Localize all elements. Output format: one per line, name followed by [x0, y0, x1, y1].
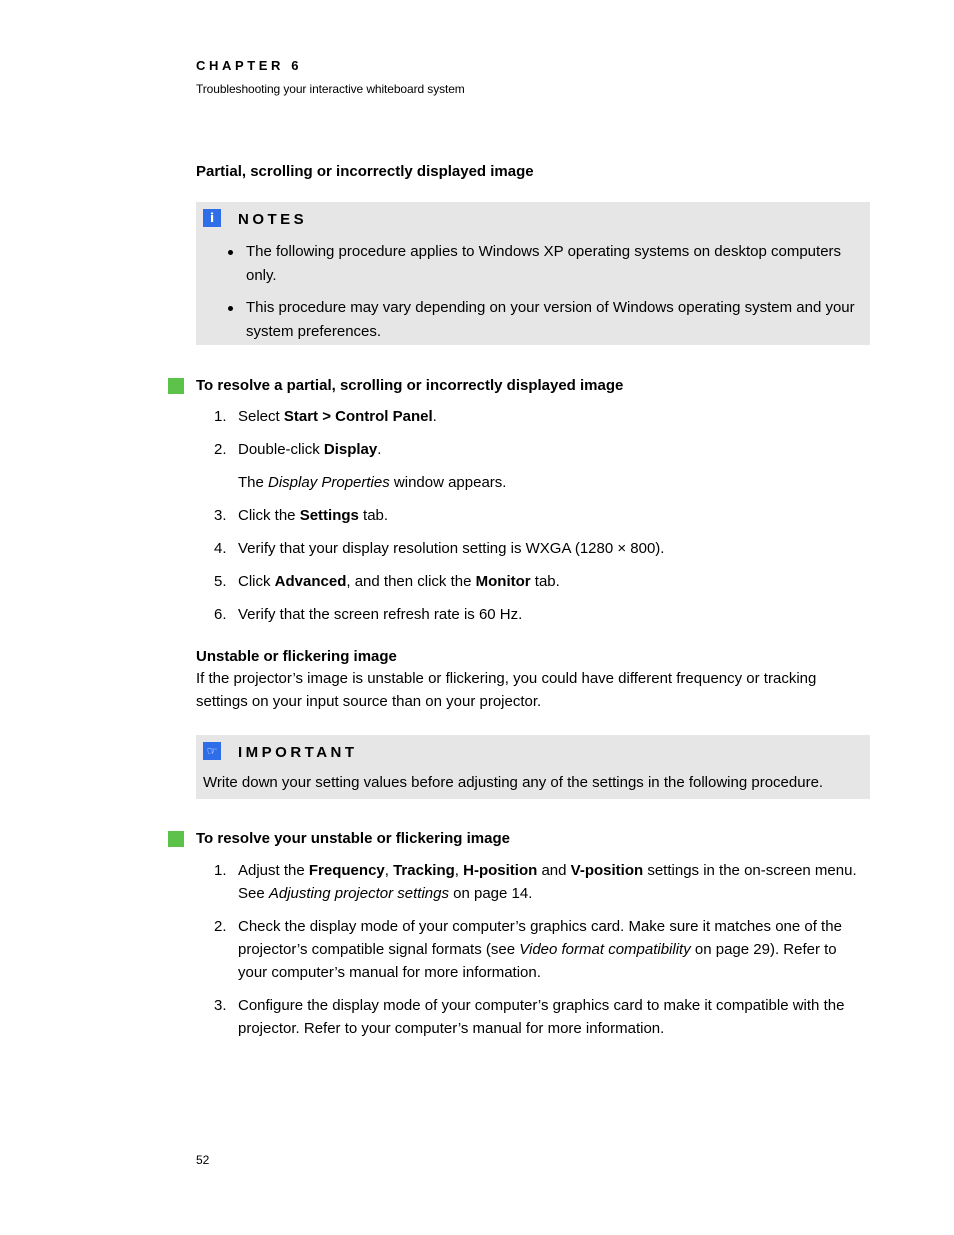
- notes-title: NOTES: [238, 211, 308, 228]
- pointing-hand-icon: ☞: [203, 742, 221, 760]
- note-item: This procedure may vary depending on your version of Windows operating system and your system preferences.: [226, 296, 856, 344]
- step-item: 3. Click the Settings tab.: [214, 507, 389, 524]
- important-box: [196, 735, 870, 799]
- procedure-steps-unstable-image: [196, 859, 866, 1040]
- cross-reference-link[interactable]: Adjusting projector settings: [268, 885, 449, 902]
- section-heading-unstable-image: Unstable or flickering image: [196, 648, 397, 665]
- section-intro: If the projector’s image is unstable or flickering, you could have different frequency or tracking settings on your input source than on your projector.: [196, 670, 817, 710]
- step-item: 4. Verify that your display resolution setting is WXGA (1280 × 800).: [214, 540, 665, 557]
- procedure-marker: [168, 378, 184, 394]
- page-number: 52: [196, 1153, 210, 1167]
- notes-box: [196, 202, 870, 345]
- step-item: 5. Click Advanced, and then click the Monitor tab.: [214, 573, 560, 590]
- step-item: 1. Adjust the Frequency, Tracking, H-position and V-position settings in the on-screen menu. See Adjusting projector settings on page 14.: [214, 862, 857, 902]
- procedure-marker: [168, 831, 184, 847]
- step-item: 1. Select Start > Control Panel.: [214, 408, 437, 425]
- important-title: IMPORTANT: [238, 744, 358, 761]
- info-icon: i: [203, 209, 221, 227]
- step-item: 6. Verify that the screen refresh rate is 60 Hz.: [214, 606, 523, 623]
- section-heading-partial-image: Partial, scrolling or incorrectly displayed image: [196, 163, 534, 180]
- cross-reference-link[interactable]: Video format compatibility: [519, 941, 691, 958]
- procedure-steps-partial-image: [196, 405, 866, 626]
- step-item: 2. Double-click Display. The Display Properties window appears.: [196, 438, 866, 494]
- important-text: Write down your setting values before adjusting any of the settings in the following procedure.: [203, 774, 824, 791]
- procedure-title-unstable-image: To resolve your unstable or flickering image: [196, 830, 510, 847]
- note-item: The following procedure applies to Windows XP operating systems on desktop computers only.: [226, 240, 856, 288]
- step-item: 2. Check the display mode of your computer’s graphics card. Make sure it matches one of the projector’s compatible signal formats (see Video format compatibility on page 29). Refer to your computer’s manual for more information.: [214, 918, 842, 981]
- procedure-title-partial-image: To resolve a partial, scrolling or incorrectly displayed image: [196, 377, 624, 394]
- step-item: 3. Configure the display mode of your computer’s graphics card to make it compatible with the projector. Refer to your computer’s manual for more information.: [214, 997, 845, 1037]
- chapter-title: Troubleshooting your interactive whiteboard system: [196, 82, 465, 96]
- notes-list: [226, 240, 856, 352]
- step-result: The Display Properties window appears.: [238, 474, 507, 491]
- chapter-label: CHAPTER 6: [196, 58, 303, 73]
